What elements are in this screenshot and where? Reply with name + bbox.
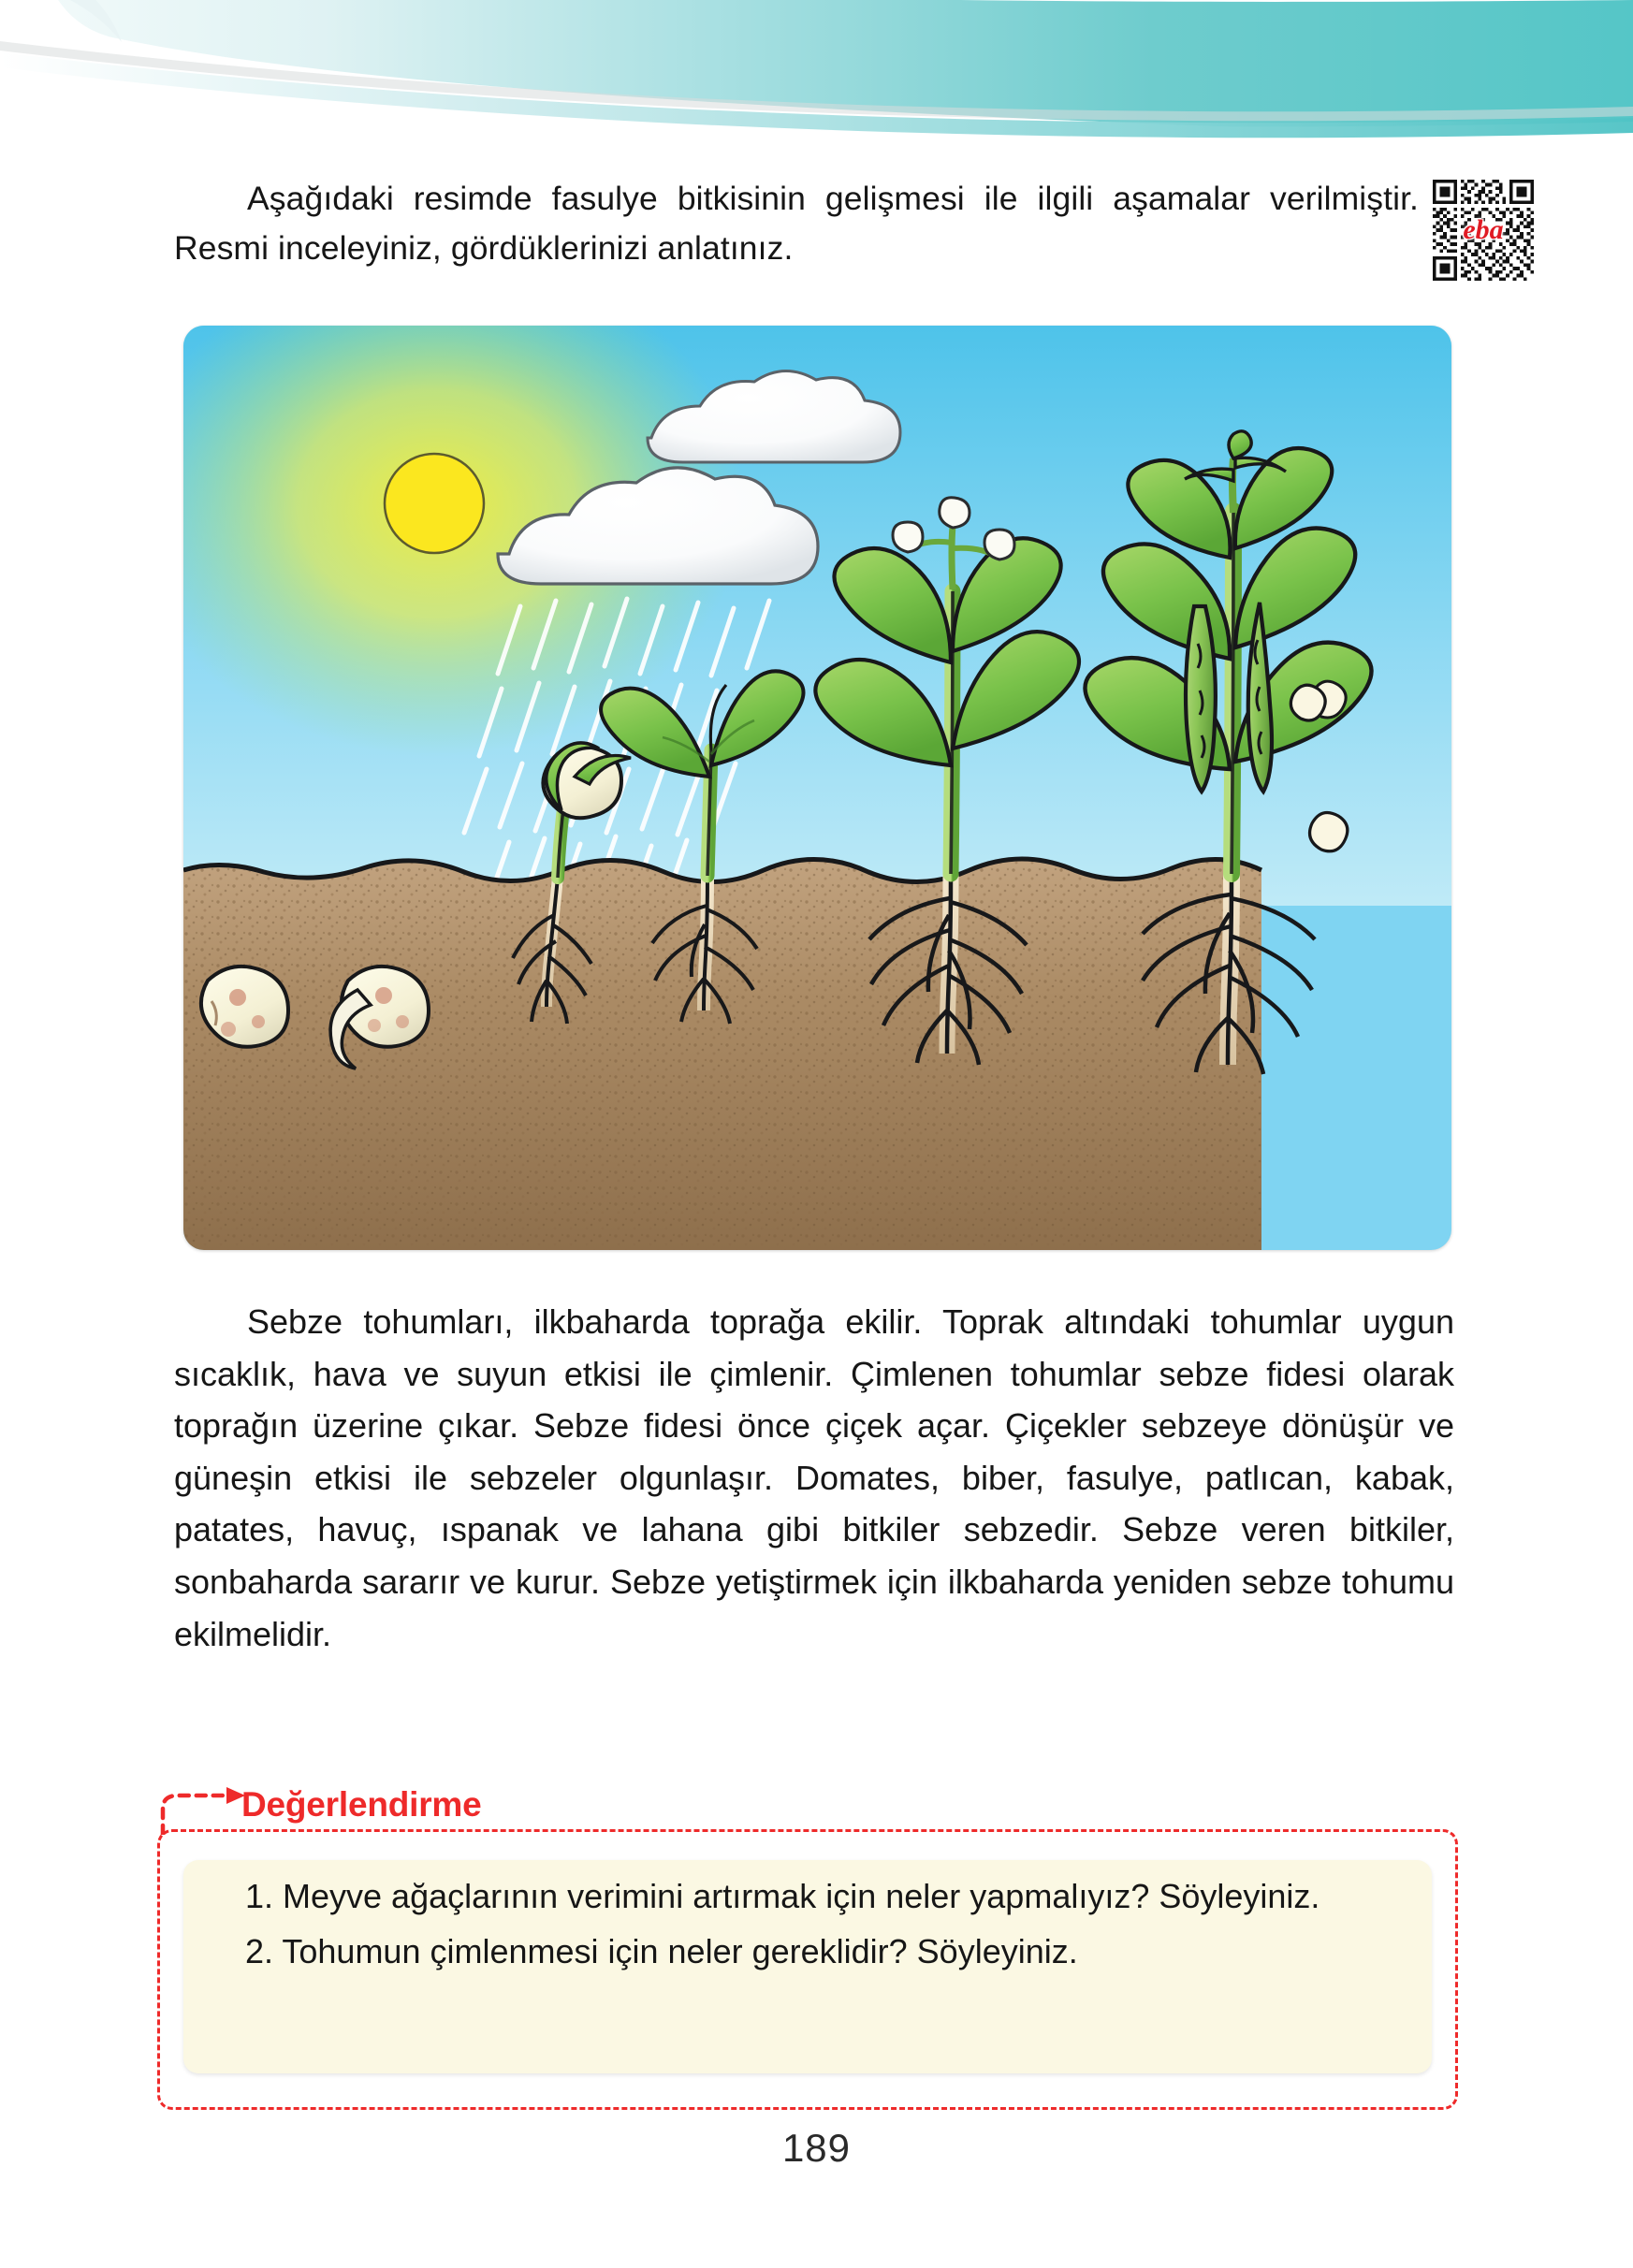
qr-code-graphic xyxy=(1433,180,1534,281)
evaluation-heading: Değerlendirme xyxy=(241,1785,482,1824)
arrow-graphic xyxy=(157,1782,251,1835)
body-text: Sebze tohumları, ilkbaharda toprağa ekilir. Toprak altındaki tohumlar uygun sıcaklık, hava ve suyun etkisi ile çimlenir. Çimlenen tohumlar sebze fidesi olarak toprağın üzerine çıkar. Sebze fidesi önce çiçek açar. Çiçekler sebzeye dönüşür ve güneşin etkisi ile sebzeler olgunlaşır. Domates, biber, fasulye, patlıcan, kabak, patates, havuç, ıspanak ve lahana gibi bitkiler sebzedir. Sebze veren bitkiler, sonbaharda sararır ve kurur. Sebze yetiştirmek için ilkbaharda yeniden sebze tohumu ekilmelidir. xyxy=(174,1302,1454,1653)
bean-life-cycle-graphic xyxy=(183,326,1451,1250)
dashed-arrow-icon xyxy=(157,1782,251,1835)
question-item xyxy=(202,1871,1419,1923)
body-paragraph xyxy=(174,1296,1454,1660)
question-2-text: 2. Tohumun çimlenmesi için neler gereklidir? Söyleyiniz. xyxy=(245,1931,1078,1970)
sun-icon xyxy=(385,454,484,553)
header-swoosh-graphic xyxy=(0,0,1633,201)
loose-bean-2 xyxy=(1290,685,1325,720)
intro-paragraph xyxy=(174,174,1419,274)
intro-text: Aşağıdaki resimde fasulye bitkisinin gelişmesi ile ilgili aşamalar verilmiştir. Resmi inceleyiniz, gördüklerinizi anlatınız. xyxy=(174,180,1419,268)
bean-growth-illustration xyxy=(183,326,1451,1250)
header-decoration xyxy=(0,0,1633,201)
evaluation-questions xyxy=(202,1871,1419,1977)
question-1-text: 1. Meyve ağaçlarının verimini artırmak için neler yapmalıyız? Söyleyiniz. xyxy=(245,1877,1320,1915)
eba-logo-text: eba xyxy=(1463,214,1504,245)
loose-bean-1 xyxy=(1310,812,1348,850)
eba-qr-code[interactable] xyxy=(1433,180,1534,281)
page-number: 189 xyxy=(781,2126,852,2170)
stage-seed-1 xyxy=(201,967,288,1047)
question-item xyxy=(202,1926,1419,1978)
